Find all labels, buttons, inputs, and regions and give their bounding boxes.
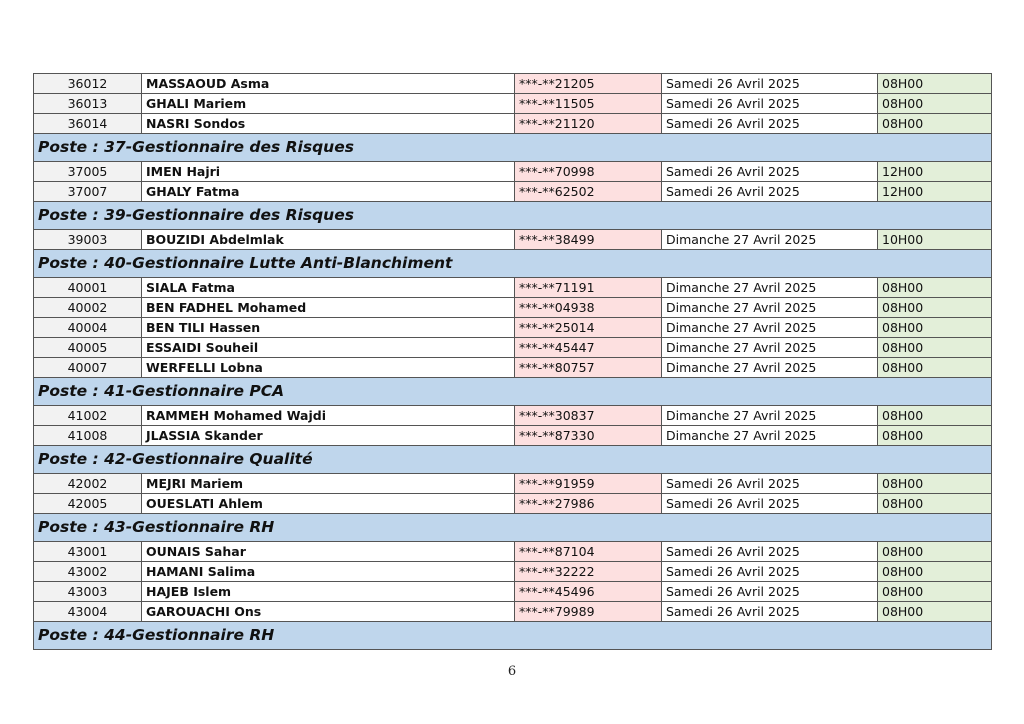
table-row bbox=[34, 114, 992, 134]
masked-id-cell: ***-**27986 bbox=[515, 494, 662, 514]
masked-id-cell: ***-**32222 bbox=[515, 562, 662, 582]
masked-id-cell: ***-**04938 bbox=[515, 298, 662, 318]
masked-id-cell: ***-**62502 bbox=[515, 182, 662, 202]
exam-date-cell: Samedi 26 Avril 2025 bbox=[662, 474, 878, 494]
masked-id-cell: ***-**91959 bbox=[515, 474, 662, 494]
candidate-name-cell: MEJRI Mariem bbox=[142, 474, 515, 494]
masked-id-cell: ***-**38499 bbox=[515, 230, 662, 250]
table-row bbox=[34, 74, 992, 94]
masked-id-cell: ***-**21120 bbox=[515, 114, 662, 134]
masked-id-cell: ***-**45447 bbox=[515, 338, 662, 358]
exam-time-cell: 08H00 bbox=[878, 338, 992, 358]
exam-date-cell: Samedi 26 Avril 2025 bbox=[662, 94, 878, 114]
section-title: Poste : 40-Gestionnaire Lutte Anti-Blanchiment bbox=[34, 250, 992, 278]
candidate-id-cell: 43001 bbox=[34, 542, 142, 562]
exam-date-cell: Samedi 26 Avril 2025 bbox=[662, 582, 878, 602]
table-row bbox=[34, 298, 992, 318]
exam-time-cell: 10H00 bbox=[878, 230, 992, 250]
section-title: Poste : 44-Gestionnaire RH bbox=[34, 622, 992, 650]
exam-time-cell: 08H00 bbox=[878, 74, 992, 94]
exam-time-cell: 08H00 bbox=[878, 318, 992, 338]
exam-date-cell: Dimanche 27 Avril 2025 bbox=[662, 338, 878, 358]
candidate-id-cell: 41002 bbox=[34, 406, 142, 426]
section-header bbox=[34, 202, 992, 230]
table-row bbox=[34, 494, 992, 514]
masked-id-cell: ***-**25014 bbox=[515, 318, 662, 338]
table-row bbox=[34, 562, 992, 582]
section-title: Poste : 39-Gestionnaire des Risques bbox=[34, 202, 992, 230]
candidate-name-cell: GHALI Mariem bbox=[142, 94, 515, 114]
exam-date-cell: Samedi 26 Avril 2025 bbox=[662, 162, 878, 182]
candidate-name-cell: WERFELLI Lobna bbox=[142, 358, 515, 378]
candidate-id-cell: 39003 bbox=[34, 230, 142, 250]
section-title: Poste : 43-Gestionnaire RH bbox=[34, 514, 992, 542]
exam-date-cell: Samedi 26 Avril 2025 bbox=[662, 114, 878, 134]
exam-date-cell: Dimanche 27 Avril 2025 bbox=[662, 406, 878, 426]
masked-id-cell: ***-**87330 bbox=[515, 426, 662, 446]
candidate-id-cell: 43003 bbox=[34, 582, 142, 602]
table-row bbox=[34, 318, 992, 338]
exam-date-cell: Dimanche 27 Avril 2025 bbox=[662, 298, 878, 318]
table-row bbox=[34, 94, 992, 114]
exam-time-cell: 08H00 bbox=[878, 542, 992, 562]
masked-id-cell: ***-**70998 bbox=[515, 162, 662, 182]
exam-date-cell: Dimanche 27 Avril 2025 bbox=[662, 318, 878, 338]
candidate-name-cell: RAMMEH Mohamed Wajdi bbox=[142, 406, 515, 426]
exam-date-cell: Dimanche 27 Avril 2025 bbox=[662, 426, 878, 446]
exam-date-cell: Dimanche 27 Avril 2025 bbox=[662, 278, 878, 298]
table-row bbox=[34, 162, 992, 182]
candidate-id-cell: 40005 bbox=[34, 338, 142, 358]
candidate-id-cell: 37005 bbox=[34, 162, 142, 182]
candidate-name-cell: MASSAOUD Asma bbox=[142, 74, 515, 94]
exam-time-cell: 08H00 bbox=[878, 602, 992, 622]
candidate-name-cell: GHALY Fatma bbox=[142, 182, 515, 202]
exam-date-cell: Samedi 26 Avril 2025 bbox=[662, 182, 878, 202]
candidate-id-cell: 40004 bbox=[34, 318, 142, 338]
candidate-name-cell: OUNAIS Sahar bbox=[142, 542, 515, 562]
exam-time-cell: 08H00 bbox=[878, 298, 992, 318]
section-header bbox=[34, 514, 992, 542]
candidate-id-cell: 42005 bbox=[34, 494, 142, 514]
candidate-name-cell: IMEN Hajri bbox=[142, 162, 515, 182]
exam-date-cell: Samedi 26 Avril 2025 bbox=[662, 562, 878, 582]
section-header bbox=[34, 250, 992, 278]
candidate-id-cell: 36014 bbox=[34, 114, 142, 134]
candidate-id-cell: 43004 bbox=[34, 602, 142, 622]
table-row bbox=[34, 230, 992, 250]
table-row bbox=[34, 426, 992, 446]
exam-date-cell: Samedi 26 Avril 2025 bbox=[662, 602, 878, 622]
table-row bbox=[34, 542, 992, 562]
exam-time-cell: 08H00 bbox=[878, 474, 992, 494]
exam-time-cell: 08H00 bbox=[878, 582, 992, 602]
masked-id-cell: ***-**87104 bbox=[515, 542, 662, 562]
section-title: Poste : 42-Gestionnaire Qualité bbox=[34, 446, 992, 474]
table-row bbox=[34, 182, 992, 202]
candidate-id-cell: 36012 bbox=[34, 74, 142, 94]
exam-date-cell: Dimanche 27 Avril 2025 bbox=[662, 358, 878, 378]
candidate-name-cell: BEN FADHEL Mohamed bbox=[142, 298, 515, 318]
candidate-id-cell: 36013 bbox=[34, 94, 142, 114]
section-header bbox=[34, 134, 992, 162]
masked-id-cell: ***-**11505 bbox=[515, 94, 662, 114]
masked-id-cell: ***-**71191 bbox=[515, 278, 662, 298]
table-row bbox=[34, 278, 992, 298]
exam-time-cell: 12H00 bbox=[878, 182, 992, 202]
section-header bbox=[34, 378, 992, 406]
exam-time-cell: 08H00 bbox=[878, 94, 992, 114]
table-row bbox=[34, 338, 992, 358]
candidate-name-cell: BOUZIDI Abdelmlak bbox=[142, 230, 515, 250]
masked-id-cell: ***-**30837 bbox=[515, 406, 662, 426]
candidate-name-cell: ESSAIDI Souheil bbox=[142, 338, 515, 358]
exam-time-cell: 08H00 bbox=[878, 114, 992, 134]
table-row bbox=[34, 602, 992, 622]
candidate-name-cell: OUESLATI Ahlem bbox=[142, 494, 515, 514]
candidate-id-cell: 40001 bbox=[34, 278, 142, 298]
masked-id-cell: ***-**80757 bbox=[515, 358, 662, 378]
candidate-id-cell: 43002 bbox=[34, 562, 142, 582]
candidate-schedule-table bbox=[33, 73, 992, 650]
exam-time-cell: 08H00 bbox=[878, 426, 992, 446]
exam-time-cell: 08H00 bbox=[878, 358, 992, 378]
section-title: Poste : 37-Gestionnaire des Risques bbox=[34, 134, 992, 162]
candidate-id-cell: 42002 bbox=[34, 474, 142, 494]
exam-date-cell: Dimanche 27 Avril 2025 bbox=[662, 230, 878, 250]
section-title: Poste : 41-Gestionnaire PCA bbox=[34, 378, 992, 406]
candidate-name-cell: BEN TILI Hassen bbox=[142, 318, 515, 338]
exam-date-cell: Samedi 26 Avril 2025 bbox=[662, 74, 878, 94]
candidate-name-cell: HAJEB Islem bbox=[142, 582, 515, 602]
masked-id-cell: ***-**21205 bbox=[515, 74, 662, 94]
candidate-id-cell: 40007 bbox=[34, 358, 142, 378]
candidate-id-cell: 37007 bbox=[34, 182, 142, 202]
candidate-name-cell: NASRI Sondos bbox=[142, 114, 515, 134]
candidate-name-cell: GAROUACHI Ons bbox=[142, 602, 515, 622]
masked-id-cell: ***-**45496 bbox=[515, 582, 662, 602]
candidate-name-cell: SIALA Fatma bbox=[142, 278, 515, 298]
exam-time-cell: 08H00 bbox=[878, 278, 992, 298]
masked-id-cell: ***-**79989 bbox=[515, 602, 662, 622]
page-number: 6 bbox=[507, 664, 517, 679]
exam-time-cell: 08H00 bbox=[878, 406, 992, 426]
exam-time-cell: 08H00 bbox=[878, 494, 992, 514]
candidate-name-cell: HAMANI Salima bbox=[142, 562, 515, 582]
table-row bbox=[34, 358, 992, 378]
exam-date-cell: Samedi 26 Avril 2025 bbox=[662, 494, 878, 514]
exam-date-cell: Samedi 26 Avril 2025 bbox=[662, 542, 878, 562]
table-row bbox=[34, 406, 992, 426]
candidate-name-cell: JLASSIA Skander bbox=[142, 426, 515, 446]
exam-time-cell: 08H00 bbox=[878, 562, 992, 582]
exam-time-cell: 12H00 bbox=[878, 162, 992, 182]
candidate-id-cell: 41008 bbox=[34, 426, 142, 446]
table-row bbox=[34, 474, 992, 494]
table-row bbox=[34, 582, 992, 602]
section-header bbox=[34, 622, 992, 650]
section-header bbox=[34, 446, 992, 474]
candidate-id-cell: 40002 bbox=[34, 298, 142, 318]
